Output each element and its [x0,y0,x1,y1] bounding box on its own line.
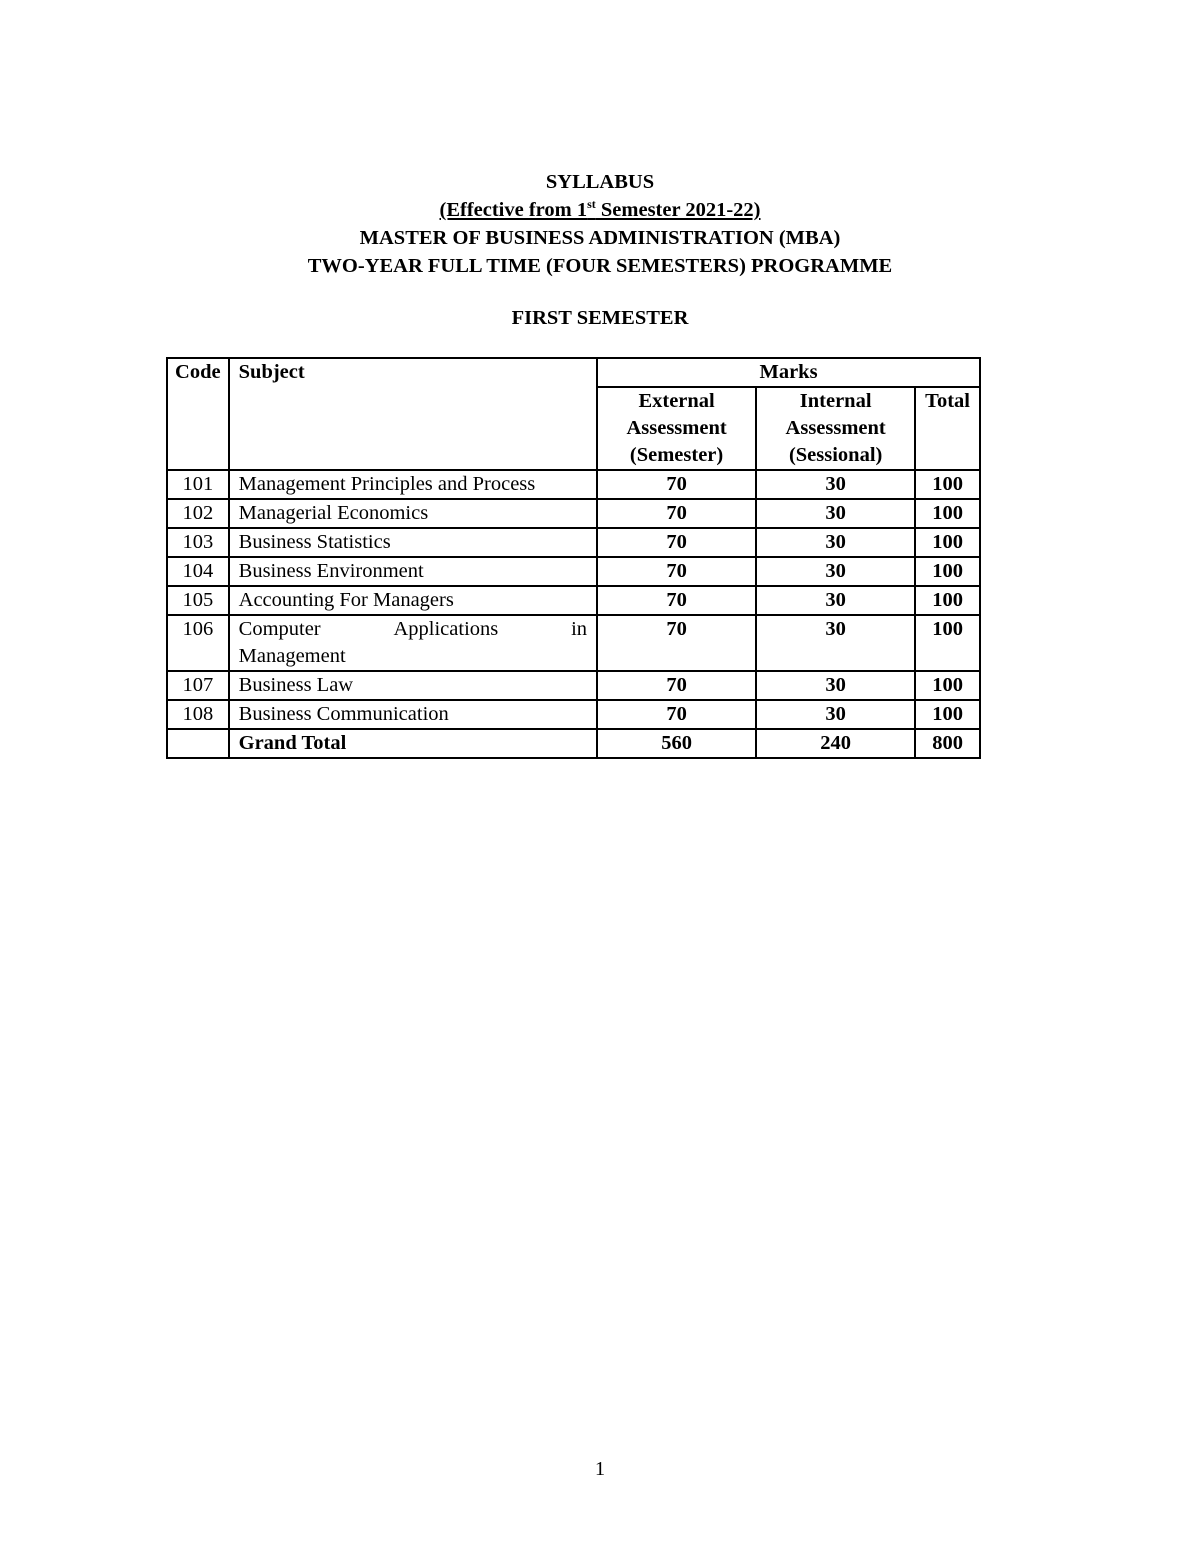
grand-total-row [167,729,980,758]
total-header: Total [915,387,980,470]
internal-header: Internal Assessment (Sessional) [756,387,915,470]
code-header: Code [167,358,229,470]
table-row: 108 Business Communication 70 30 100 [167,700,980,729]
external-header: External Assessment (Semester) [597,387,756,470]
marks-table [166,357,981,759]
document-title: SYLLABUS [545,171,655,193]
grand-total-label: Grand Total [229,729,597,758]
table-row: 102 Managerial Economics 70 30 100 [167,499,980,528]
table-header-row [167,358,980,387]
effective-line: (Effective from 1st Semester 2021-22) [439,197,761,221]
page-number: 1 [594,1458,606,1480]
table-row: 101 Management Principles and Process 70 30 100 [167,470,980,499]
programme-name: MASTER OF BUSINESS ADMINISTRATION (MBA) [359,227,841,249]
semester-heading: FIRST SEMESTER [511,307,689,329]
table-row: 103 Business Statistics 70 30 100 [167,528,980,557]
subject-cell: Computer Applications in Management [229,615,597,671]
subject-header: Subject [229,358,597,470]
programme-duration: TWO-YEAR FULL TIME (FOUR SEMESTERS) PROGRAMME [307,255,893,277]
table-row: 106 Computer Applications in Management 70 30 100 [167,615,980,671]
table-row: 107 Business Law 70 30 100 [167,671,980,700]
marks-header: Marks [597,358,980,387]
table-row: 105 Accounting For Managers 70 30 100 [167,586,980,615]
grand-total-total: 800 [915,729,980,758]
grand-total-external: 560 [597,729,756,758]
table-row: 104 Business Environment 70 30 100 [167,557,980,586]
document-header [0,168,1200,280]
grand-total-internal: 240 [756,729,915,758]
